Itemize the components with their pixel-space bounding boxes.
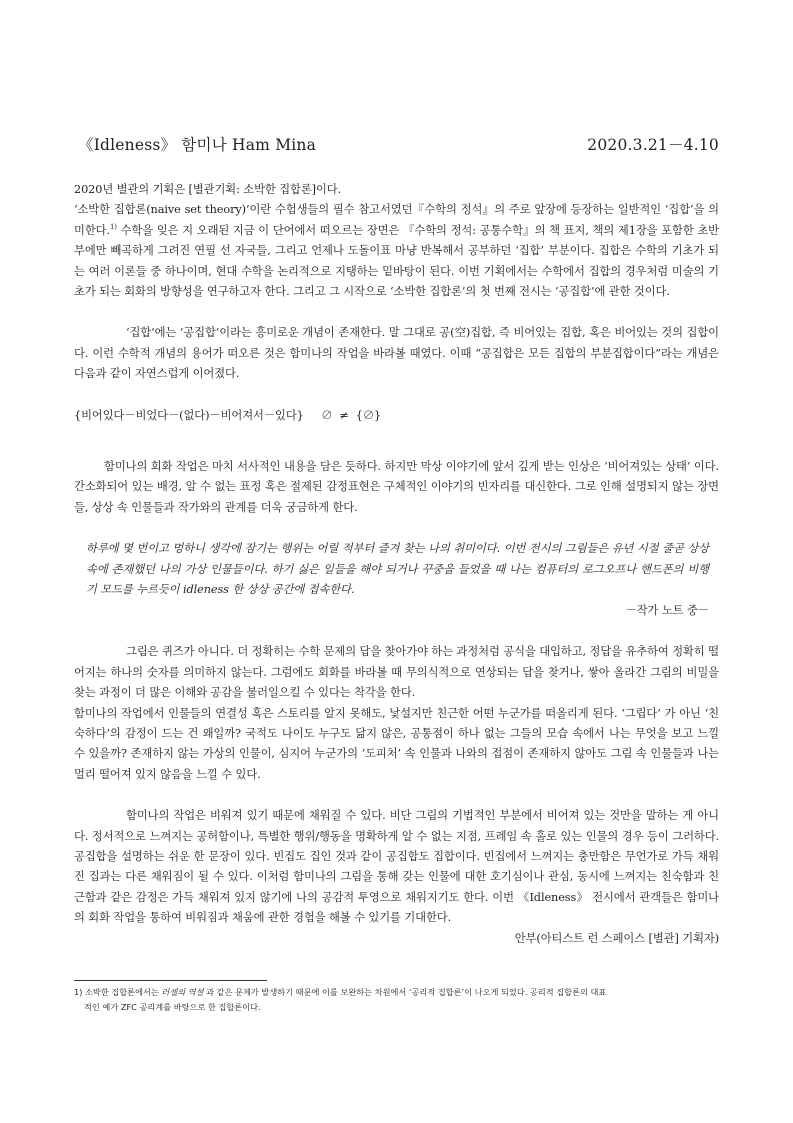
quote-text: 하루에 몇 번이고 멍하니 생각에 잠기는 행위는 어릴 적부터 즐겨 찾는 나의 취미이다. 이번 전시의 그림들은 유년 시절 줄곧 상상 속에 존재했던 나의 가상 인물들이다. 하기 싫은 일들을 해야 되거나 꾸중을 들었을 때 나는 컴퓨터의 로그오프나 핸드폰의 비행기 모드를 누르듯이 idleness 한 상상 공간에 접속한다. [86, 542, 709, 597]
painting-paragraph: 함미나의 회화 작업은 마치 서사적인 내용을 담은 듯하다. 하지만 막상 이야기에 앞서 깊게 받는 인상은 ‘비어져있는 상태’ 이다. 간소화되어 있는 배경, 알 수 없는 표정 혹은 절제된 감정표현은 구체적인 이야기의 빈자리를 대신한다. 그로 인해 설명되지 않는 장면들, 상상 속 인물들과 작가와의 관계를 더욱 궁금하게 한다. [74, 460, 719, 514]
curator-signature: 안부(아티스트 런 스페이스 [별관] 기획자) [514, 931, 719, 945]
set-formula: {비어있다－비었다－(없다)－비어져서－있다} ∅ ≠ {∅} [74, 408, 382, 422]
quote-credit: －작가 노트 중－ [625, 603, 709, 617]
exhibition-title: 《Idleness》 함미나 Ham Mina [78, 136, 317, 154]
footnote-ref: 1) [109, 222, 117, 231]
footnote-line-2: 적인 예가 ZFC 공리계를 바탕으로 한 집합론이다. [84, 1001, 261, 1012]
footnote-text-post: 과 같은 문제가 발생하기 때문에 이를 보완하는 차원에서 ‘공리적 집합론’이 나오게 되었다. 공리적 집합론의 대표 [203, 987, 607, 997]
artist-note-quote [86, 539, 719, 621]
quiz-paragraph: 그림은 퀴즈가 아니다. 더 정확히는 수학 문제의 답을 찾아가야 하는 과정처럼 공식을 대입하고, 정답을 유추하여 정확히 떨어지는 하나의 숫자를 의미하지 않는다. 그럼에도 회화를 바라볼 때 무의식적으로 연상되는 답을 찾거나, 쌓아 올라간 그림의 비밀을 찾는 과정이 더 많은 이해와 공감을 불러일으킬 수 있다는 착각을 한다. [74, 645, 719, 700]
footnote-mark: 1) [74, 987, 83, 997]
footnote-divider [74, 980, 267, 981]
intro-paragraph [74, 200, 719, 302]
exhibition-date: 2020.3.21－4.10 [587, 136, 719, 154]
connection-paragraph: 함미나의 작업에서 인물들의 연결성 혹은 스토리를 알지 못해도, 낯설지만 친근한 어떤 누군가를 떠올리게 된다. ‘그립다’ 가 아닌 ‘친숙하다’의 감정이 드는 건 왜일까? 국적도 나이도 누구도 닮지 않은, 공통점이 하나 없는 그들의 모습 속에서 나는 무엇을 보고 느낄 수 있을까? 존재하지 않는 가상의 인물이, 심지어 누군가의 ‘도피처’ 속 인물과 나와의 접점이 존재하지 않아도 그림 속 인물들과 나는 멀리 떨어져 있지 않음을 느낄 수 있다. [74, 706, 719, 781]
footnote-line-1 [74, 985, 724, 1000]
empty-set-paragraph: ‘집합’에는 ‘공집합’이라는 흥미로운 개념이 존재한다. 말 그대로 공(空)집합, 즉 비어있는 집합, 혹은 비어있는 것의 집합이다. 이런 수학적 개념의 용어가 떠오른 것은 함미나의 작업을 바라볼 때였다. 이때 “공집합은 모든 집합의 부분집합이다”라는 개념은 다음과 같이 자연스럽게 이어졌다. [74, 326, 719, 381]
intro-line: 2020년 별관의 기획은 [별관기획: 소박한 집합론]이다. [74, 183, 342, 196]
intro-text-rest: 수학을 잊은 지 오래된 지금 이 단어에서 떠오르는 장면은 『수학의 정석: 공통수학』의 책 표지, 책의 제1장을 포함한 초반부에만 빼곡하게 그려진 연필 선 자국들, 그리고 언제나 도돌이표 마냥 반복해서 공부하던 ‘집합’ 부분이다. 집합은 수학의 기초가 되는 여러 이론들 중 하나이며, 현대 수학을 논리적으로 지탱하는 밑바탕이 된다. 이번 기획에서는 수학에서 집합의 경우처럼 미술의 기초가 되는 회화의 방향성을 연구하고자 한다. 그리고 그 시작으로 ‘소박한 집합론’의 첫 번째 전시는 ‘공집합’에 관한 것이다. [74, 223, 719, 299]
emptiness-paragraph: 함미나의 작업은 비워져 있기 때문에 채워질 수 있다. 비단 그림의 기법적인 부분에서 비어져 있는 것만을 말하는 게 아니다. 정서적으로 느껴지는 공허함이나, 특별한 행위/행동을 명확하게 알 수 없는 지점, 프레임 속 홀로 있는 인물의 경우 등이 그러하다. 공집합을 설명하는 쉬운 한 문장이 있다. 빈집도 집인 것과 같이 공집합도 집합이다. 빈집에서 느껴지는 충만함은 무언가로 가득 채워진 집과는 다른 채워짐이 될 수 있다. 이처럼 함미나의 그림을 통해 갖는 인물에 대한 호기심이나 관심, 동시에 느껴지는 친숙함과 친근함과 같은 감정은 가득 채워져 있지 않기에 나의 공감적 투영으로 채워지기도 한다. 이번 《Idleness》 전시에서 관객들은 함미나의 회화 작업을 통하여 비워짐과 채움에 관한 경험을 해볼 수 있기를 기대한다. [74, 809, 719, 925]
page-header [74, 133, 719, 157]
essay-body [74, 180, 719, 949]
footnote [74, 985, 724, 1014]
footnote-text-pre: 소박한 집합론에서는 [82, 987, 162, 997]
intro-text: ‘소박한 집합론(naive set theory)’이란 수험생들의 필수 참고서였던『수학의 정석』의 주로 앞장에 등장하는 일반적인 ‘집합’을 의미한다. [74, 203, 719, 237]
footnote-emphasis: 러셀의 역설 [161, 987, 204, 997]
